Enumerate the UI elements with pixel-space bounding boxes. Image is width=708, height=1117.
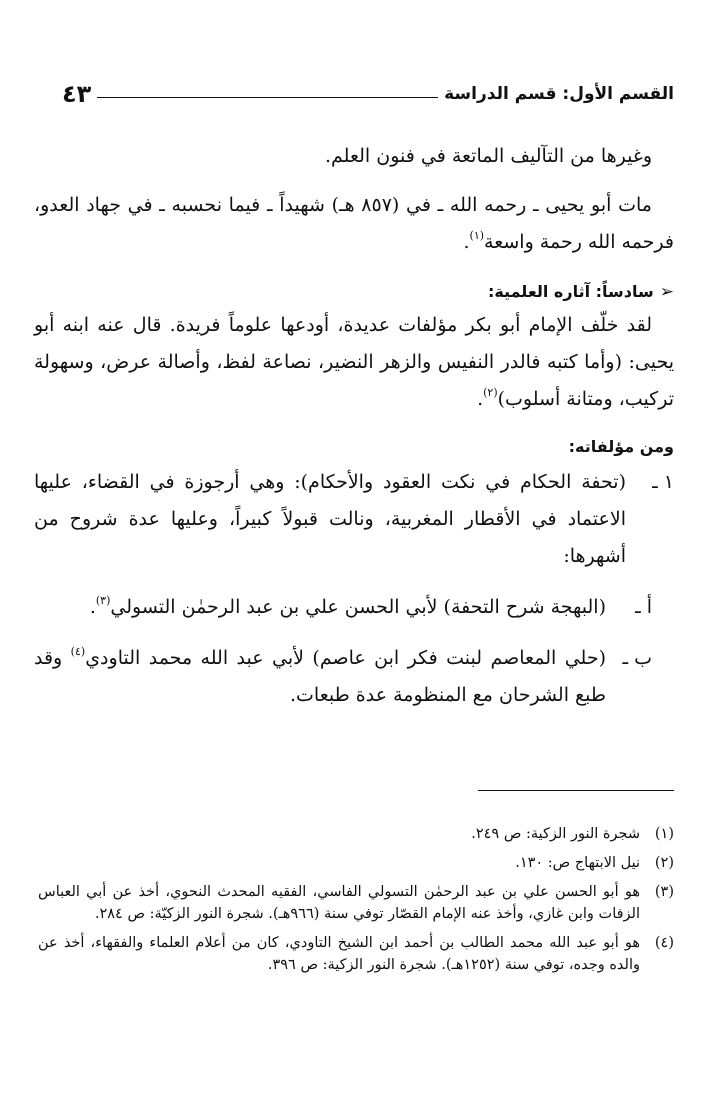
footnote-separator [478, 790, 674, 791]
sub-item-b-content: (حلي المعاصم لبنت فكر ابن عاصم) لأبي عبد الله محمد التاودي$^{(٤)}$ وقد طبع الشرحان مع المنظومة عدة طبعات. [34, 645, 606, 706]
sub-item-a-marker: أ ـ [635, 596, 652, 618]
header-rule [97, 97, 438, 98]
sub-item-a-content: (البهجة شرح التحفة) لأبي الحسن علي بن عبد الرحمٰن التسولي$^{(٣)}$. [89, 594, 606, 618]
footnotes [38, 823, 674, 983]
sub-item-b [34, 640, 652, 714]
footnote-ref-1[interactable]: (١) [469, 229, 485, 242]
footnote-3 [38, 881, 674, 925]
section-heading-text: سادساً: آثاره العلمية: [487, 282, 654, 301]
section-heading [34, 277, 674, 307]
footnote-text: نيل الابتهاج ص: ١٣٠. [515, 855, 640, 871]
page-number: ٤٣ [62, 80, 92, 108]
works-heading: ومن مؤلفاته: [568, 437, 674, 456]
footnote-number: (٢) [654, 855, 674, 871]
footnote-ref-4[interactable]: (٤) [70, 645, 86, 658]
sub-item-a [34, 589, 652, 626]
footnote-number: (١) [654, 826, 674, 842]
paragraph-2-text: مات أبو يحيى ـ رحمه الله ـ في (٨٥٧ هـ) شهيداً ـ فيما نحسبه ـ في جهاد العدو، فرحمه الله رحمة واسعة [34, 194, 674, 253]
sub-item-b-marker: ب ـ [622, 647, 652, 669]
footnote-ref-3[interactable]: (٣) [95, 594, 111, 607]
paragraph-3: لقد خلّف الإمام أبو بكر مؤلفات عديدة، أودعها علوماً فريدة. قال عنه ابنه أبو يحيى: (وأما كتبه فالدر النفيس والزهر النضير، نصاعة لفظ، وأصالة عرض، وسهولة تركيب، ومتانة أسلوب)$^{(٢)}$. [34, 314, 674, 410]
footnote-4 [38, 932, 674, 976]
paragraph-2: مات أبو يحيى ـ رحمه الله ـ في (٨٥٧ هـ) شهيداً ـ فيما نحسبه ـ في جهاد العدو، فرحمه الله رحمة واسعة$^{(١)}$. [34, 194, 674, 253]
list-item-1 [34, 464, 674, 575]
chapter-title: القسم الأول: قسم الدراسة [444, 84, 674, 104]
list-item-1-text: (تحفة الحكام في نكت العقود والأحكام): وهي أرجوزة في القضاء، عليها الاعتماد في الأقطار المغربية، ونالت قبولاً كبيراً، وعليها عدة شروح من أشهرها: [34, 471, 626, 567]
footnote-text: شجرة النور الزكية: ص ٢٤٩. [471, 826, 640, 842]
footnote-ref-2[interactable]: (٢) [483, 386, 498, 399]
sub-item-b-text: (حلي المعاصم لبنت فكر ابن عاصم) لأبي عبد الله محمد التاودي [85, 647, 606, 669]
footnote-text: هو أبو الحسن علي بن عبد الرحمٰن التسولي الفاسي، الفقيه المحدث النحوي، أخذ عن أبي العباس الزفات وابن غازي، وأخذ عنه الإمام القصّار توفي سنة (٩٦٦هـ). شجرة النور الزكيّة: ص ٢٨٤. [38, 884, 640, 922]
sub-item-a-text: (البهجة شرح التحفة) لأبي الحسن علي بن عبد الرحمٰن التسولي [110, 596, 606, 618]
paragraph-3-text: لقد خلّف الإمام أبو بكر مؤلفات عديدة، أودعها علوماً فريدة. قال عنه ابنه أبو يحيى: (وأما كتبه فالدر النفيس والزهر النضير، نصاعة لفظ، وأصالة عرض، وسهولة تركيب، ومتانة أسلوب) [34, 314, 674, 410]
footnote-number: (٣) [654, 884, 674, 900]
arrow-bullet-icon: ➢ [659, 282, 674, 302]
paragraph-1: وغيرها من التآليف الماتعة في فنون العلم. [325, 145, 652, 167]
list-item-1-marker: ١ ـ [652, 471, 674, 493]
footnote-1 [38, 823, 674, 845]
main-text [34, 138, 674, 714]
footnote-number: (٤) [654, 935, 674, 951]
footnote-2 [38, 852, 674, 874]
footnote-text: هو أبو عبد الله محمد الطالب بن أحمد ابن الشيخ التاودي، كان من أعلام العلماء والفقهاء، أخذ عن والده وجده، توفي سنة (١٢٥٢هـ). شجرة النور الزكية: ص ٣٩٦. [38, 935, 640, 973]
running-header [62, 74, 674, 108]
